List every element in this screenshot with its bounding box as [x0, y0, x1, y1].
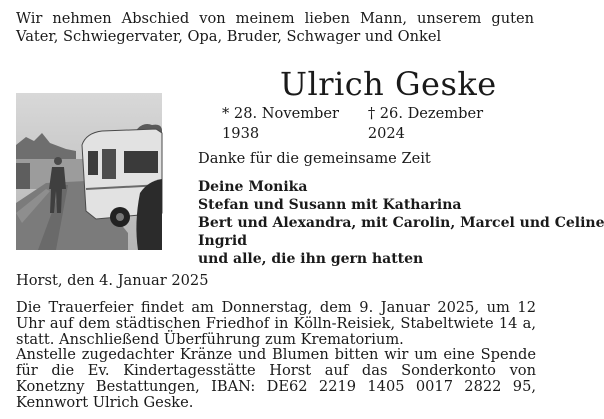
birth-date: * 28. November 1938	[222, 105, 340, 142]
mourner-line: und alle, die ihn gern hatten	[198, 251, 424, 267]
intro-text: Wir nehmen Abschied von meinem lieben Mann, unserem guten Vater, Schwiegervater, Opa, Bruder, Schwager und Onkel	[16, 10, 534, 45]
mourner-line: Stefan und Susann mit Katharina	[198, 197, 462, 213]
place-date: Horst, den 4. Januar 2025	[16, 272, 209, 289]
mourner-line: Bert und Alexandra, mit Carolin, Marcel und Celine	[198, 215, 604, 231]
thanks-line: Danke für die gemeinsame Zeit	[198, 150, 431, 167]
funeral-notice	[16, 300, 536, 411]
donation-info: Anstelle zugedachter Kränze und Blumen bitten wir um eine Spende für die Ev. Kindertagesstätte Horst auf das Sonderkonto von Konetzny Bestattungen, IBAN: DE62 2219 1405 0017 2822 95, Kennwort Ulrich Geske.	[16, 346, 536, 411]
portrait-photo	[16, 93, 162, 250]
mourner-line: Deine Monika	[198, 179, 308, 195]
funeral-info: Die Trauerfeier findet am Donnerstag, dem 9. Januar 2025, um 12 Uhr auf dem städtischen Friedhof in Kölln-Reisiek, Stabeltwiete 14 a, statt. Anschließend Überführung zum Krematorium.	[16, 299, 536, 348]
mourner-line: Ingrid	[198, 233, 247, 249]
deceased-name: Ulrich Geske	[280, 65, 497, 103]
life-dates	[222, 104, 512, 144]
death-date: † 26. Dezember 2024	[367, 105, 484, 142]
photo-image	[16, 93, 162, 250]
mourners-list	[198, 178, 604, 268]
